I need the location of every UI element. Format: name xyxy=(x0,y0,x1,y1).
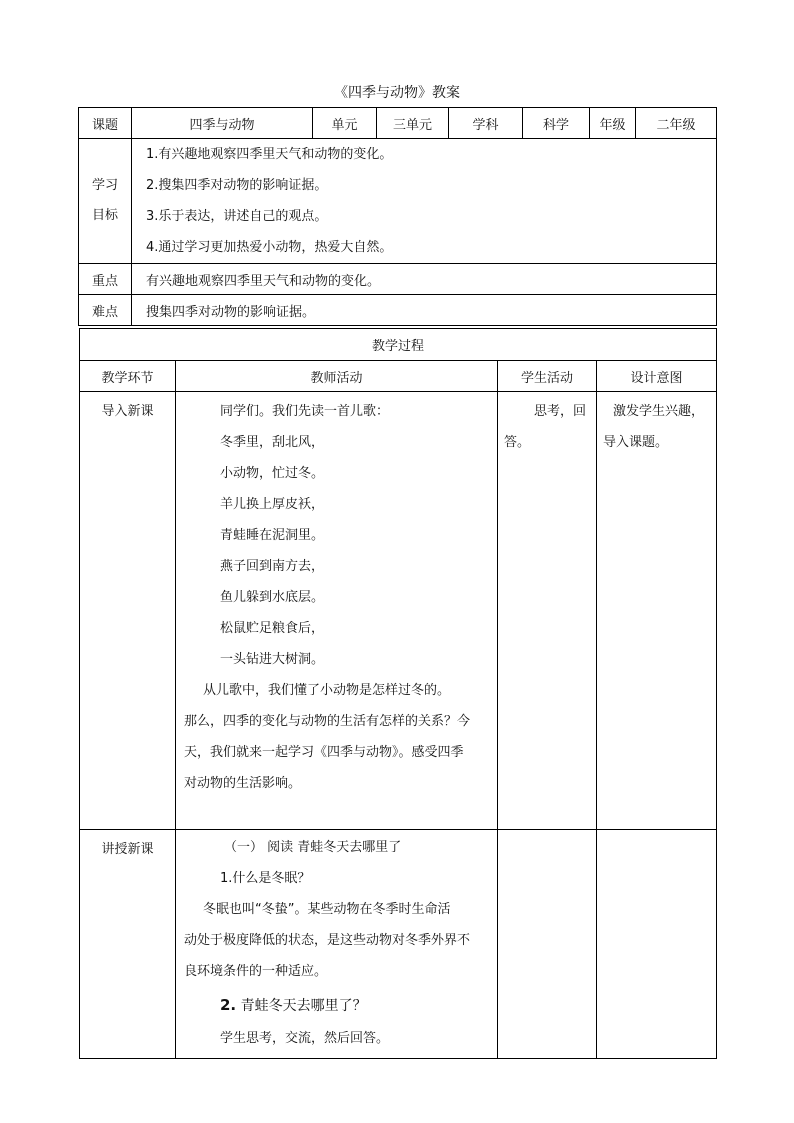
poem-line: 同学们。我们先读一首儿歌： xyxy=(220,404,390,419)
grade-value: 二年级 xyxy=(636,108,717,139)
subject-label: 学科 xyxy=(449,108,523,139)
objective-item: 3.乐于表达，讲述自己的观点。 xyxy=(146,209,328,224)
intro-row xyxy=(80,392,717,830)
process-header-row xyxy=(80,361,717,392)
question-two xyxy=(176,987,497,1023)
lesson-info-table xyxy=(78,107,717,326)
intro-paragraph-line: 天，我们就来一起学习《四季与动物》。感受四季 xyxy=(184,745,464,760)
objective-item: 2.搜集四季对动物的影响证据。 xyxy=(146,178,328,193)
hibernation-paragraph-line: 良环境条件的一种适应。 xyxy=(184,964,328,979)
header-row xyxy=(79,108,717,139)
intro-teacher-cell xyxy=(176,392,498,830)
poem-line: 鱼儿躲到水底层。 xyxy=(220,590,325,605)
lecture-row xyxy=(80,830,717,1059)
intro-design-intent: 激发学生兴趣， 导入课题。 xyxy=(603,404,705,450)
grade-label: 年级 xyxy=(590,108,636,139)
teaching-process-table xyxy=(79,328,717,1059)
unit-value: 三单元 xyxy=(377,108,449,139)
hibernation-paragraph-line: 冬眠也叫“冬蛰”。某些动物在冬季时生命活 xyxy=(203,902,451,917)
key-point-label: 重点 xyxy=(79,264,132,295)
poem-line: 燕子回到南方去， xyxy=(220,559,325,574)
column-header-design: 设计意图 xyxy=(597,361,717,392)
lecture-stage: 讲授新课 xyxy=(101,842,154,857)
poem-line: 羊儿换上厚皮袄， xyxy=(220,497,325,512)
document-title: 《四季与动物》教案 xyxy=(334,85,460,101)
difficulty-value: 搜集四季对动物的影响证据。 xyxy=(132,295,717,326)
intro-design-cell xyxy=(597,392,717,830)
intro-student-cell xyxy=(498,392,597,830)
poem-line: 小动物，忙过冬。 xyxy=(220,466,325,481)
poem-line: 松鼠贮足粮食后， xyxy=(220,621,325,636)
column-header-student: 学生活动 xyxy=(498,361,597,392)
poem-line: 冬季里，刮北风， xyxy=(220,435,325,450)
lecture-design-cell xyxy=(597,830,717,1059)
question-one: 1.什么是冬眠？ xyxy=(220,871,311,886)
difficulty-row xyxy=(79,295,717,326)
objective-item: 1.有兴趣地观察四季里天气和动物的变化。 xyxy=(146,147,393,162)
key-point-row xyxy=(79,264,717,295)
hibernation-paragraph-line: 动处于极度降低的状态，是这些动物对冬季外界不 xyxy=(184,933,471,948)
objectives-list xyxy=(132,139,717,264)
course-value: 四季与动物 xyxy=(132,108,313,139)
poem-line: 一头钻进大树洞。 xyxy=(220,652,325,667)
intro-student-activity: 思考，回 答。 xyxy=(504,404,587,450)
question-two-text: 青蛙冬天去哪里了？ xyxy=(236,998,367,1014)
lecture-stage-cell xyxy=(80,830,176,1059)
intro-paragraph-line: 从儿歌中，我们懂了小动物是怎样过冬的。 xyxy=(203,683,451,698)
intro-stage: 导入新课 xyxy=(101,404,154,419)
intro-paragraph-line: 那么，四季的变化与动物的生活有怎样的关系？今 xyxy=(184,714,471,729)
poem-line: 青蛙睡在泥洞里。 xyxy=(220,528,325,543)
process-title-row xyxy=(80,329,717,361)
objectives-row xyxy=(79,139,717,264)
reading-section-heading: （一） 阅读 青蛙冬天去哪里了 xyxy=(224,840,402,855)
objectives-label: 学习 目标 xyxy=(79,139,132,264)
process-title: 教学过程 xyxy=(80,329,717,361)
subject-value: 科学 xyxy=(523,108,590,139)
column-header-teacher: 教师活动 xyxy=(176,361,498,392)
student-answer-note: 学生思考，交流，然后回答。 xyxy=(220,1031,390,1046)
intro-paragraph-line: 对动物的生活影响。 xyxy=(184,776,302,791)
objective-item: 4.通过学习更加热爱小动物，热爱大自然。 xyxy=(146,240,393,255)
key-point-value: 有兴趣地观察四季里天气和动物的变化。 xyxy=(132,264,717,295)
question-two-number: 2. xyxy=(220,996,237,1014)
unit-label: 单元 xyxy=(313,108,377,139)
course-label: 课题 xyxy=(79,108,132,139)
intro-stage-cell xyxy=(80,392,176,830)
lecture-teacher-cell xyxy=(176,830,498,1059)
column-header-stage: 教学环节 xyxy=(80,361,176,392)
difficulty-label: 难点 xyxy=(79,295,132,326)
lecture-student-cell xyxy=(498,830,597,1059)
